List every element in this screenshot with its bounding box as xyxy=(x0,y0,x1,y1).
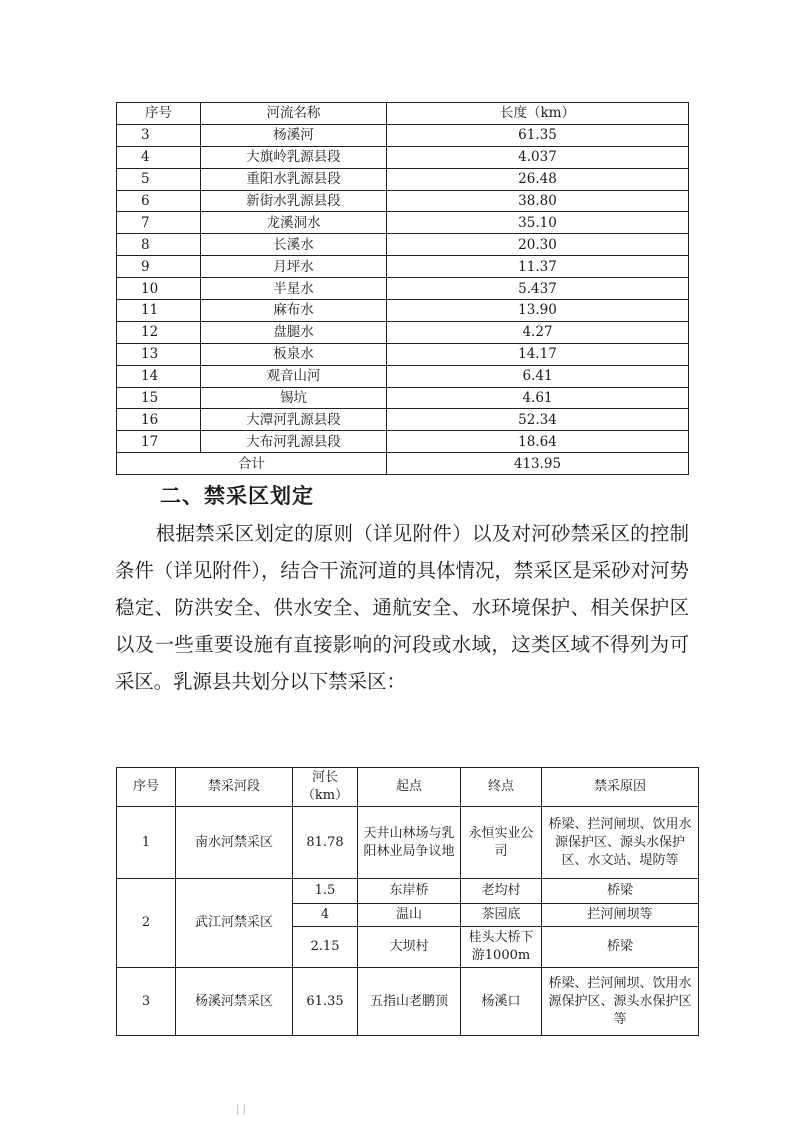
row-river-name: 盘腿水 xyxy=(201,321,387,343)
row-length: 38.80 xyxy=(387,190,689,212)
header-length-line1: 河长 xyxy=(311,770,338,785)
row-river-name: 重阳水乳源县段 xyxy=(201,168,387,190)
row-river-name: 观音山河 xyxy=(201,365,387,387)
river-length-table xyxy=(116,102,689,475)
zone-start: 五指山老鹏顶 xyxy=(358,968,461,1036)
row-num: 7 xyxy=(117,212,201,234)
zone-seq: 3 xyxy=(117,968,176,1036)
row-length: 11.37 xyxy=(387,256,689,278)
table-row xyxy=(117,212,689,234)
zone-start: 大坝村 xyxy=(358,927,461,968)
header-num: 序号 xyxy=(117,103,201,125)
zone-reason: 桥梁 xyxy=(542,927,699,968)
zone-length: 81.78 xyxy=(293,807,358,879)
header-river-name: 河流名称 xyxy=(201,103,387,125)
row-num: 10 xyxy=(117,278,201,300)
body-paragraph: 根据禁采区划定的原则（详见附件）以及对河砂禁采区的控制条件（详见附件），结合干流河道的具体情况，禁采区是采砂对河势稳定、防洪安全、供水安全、通航安全、水环境保护、相关保护区以及一些重要设施有直接影响的河段或水域，这类区域不得列为可采区。乳源县共划分以下禁采区： xyxy=(115,522,689,693)
row-river-name: 大布河乳源县段 xyxy=(201,431,387,453)
header-reason: 禁采原因 xyxy=(542,768,699,807)
zone-reason: 桥梁、拦河闸坝、饮用水源保护区、源头水保护区、水文站、堤防等 xyxy=(542,807,699,879)
table-row xyxy=(117,124,689,146)
row-river-name: 锡坑 xyxy=(201,387,387,409)
row-length: 20.30 xyxy=(387,234,689,256)
row-river-name: 杨溪河 xyxy=(201,124,387,146)
table-row xyxy=(117,190,689,212)
river-total-row xyxy=(117,453,689,475)
table-row xyxy=(117,321,689,343)
table-row xyxy=(117,365,689,387)
table-row xyxy=(117,278,689,300)
header-section: 禁采河段 xyxy=(176,768,293,807)
row-num: 12 xyxy=(117,321,201,343)
row-river-name: 新街水乳源县段 xyxy=(201,190,387,212)
table-row xyxy=(117,968,699,1036)
table-row xyxy=(117,431,689,453)
zone-end: 杨溪口 xyxy=(461,968,542,1036)
zone-end: 桂头大桥下游1000m xyxy=(461,927,542,968)
zone-reason: 桥梁、拦河闸坝、饮用水源保护区、源头水保护区等 xyxy=(542,968,699,1036)
row-length: 18.64 xyxy=(387,431,689,453)
header-end: 终点 xyxy=(461,768,542,807)
zone-seq: 2 xyxy=(117,879,176,968)
row-num: 14 xyxy=(117,365,201,387)
table-row xyxy=(117,343,689,365)
zone-length: 61.35 xyxy=(293,968,358,1036)
row-river-name: 麻布水 xyxy=(201,300,387,322)
zone-end: 老均村 xyxy=(461,879,542,904)
row-length: 14.17 xyxy=(387,343,689,365)
table-row xyxy=(117,300,689,322)
zone-section: 南水河禁采区 xyxy=(176,807,293,879)
row-num: 4 xyxy=(117,146,201,168)
row-num: 11 xyxy=(117,300,201,322)
table-row xyxy=(117,256,689,278)
row-length: 52.34 xyxy=(387,409,689,431)
zone-start: 东岸桥 xyxy=(358,879,461,904)
header-length: 长度（km） xyxy=(387,103,689,125)
total-label: 合计 xyxy=(117,453,387,475)
river-table-body xyxy=(117,124,689,452)
row-num: 3 xyxy=(117,124,201,146)
zone-length: 4 xyxy=(293,904,358,927)
zone-start: 温山 xyxy=(358,904,461,927)
row-river-name: 大旗岭乳源县段 xyxy=(201,146,387,168)
header-length-line2: （km） xyxy=(301,788,349,803)
zone-reason: 拦河闸坝等 xyxy=(542,904,699,927)
row-num: 15 xyxy=(117,387,201,409)
table-row xyxy=(117,146,689,168)
total-length: 413.95 xyxy=(387,453,689,475)
row-length: 35.10 xyxy=(387,212,689,234)
table-row xyxy=(117,234,689,256)
zone-start: 天井山林场与乳阳林业局争议地 xyxy=(358,807,461,879)
zone-end: 永恒实业公司 xyxy=(461,807,542,879)
header-start: 起点 xyxy=(358,768,461,807)
row-num: 13 xyxy=(117,343,201,365)
row-river-name: 大潭河乳源县段 xyxy=(201,409,387,431)
table-row xyxy=(117,168,689,190)
zone-seq: 1 xyxy=(117,807,176,879)
row-length: 4.037 xyxy=(387,146,689,168)
row-river-name: 半星水 xyxy=(201,278,387,300)
zone-section: 杨溪河禁采区 xyxy=(176,968,293,1036)
page-footer-mark: | | xyxy=(236,1104,246,1115)
zone-table-body xyxy=(117,807,699,1036)
row-num: 6 xyxy=(117,190,201,212)
row-river-name: 龙溪洞水 xyxy=(201,212,387,234)
row-river-name: 月坪水 xyxy=(201,256,387,278)
zone-length: 1.5 xyxy=(293,879,358,904)
header-river-length xyxy=(293,768,358,807)
row-length: 4.27 xyxy=(387,321,689,343)
table-row xyxy=(117,807,699,879)
row-length: 26.48 xyxy=(387,168,689,190)
table-row xyxy=(117,387,689,409)
table-row xyxy=(117,409,689,431)
zone-reason: 桥梁 xyxy=(542,879,699,904)
row-num: 9 xyxy=(117,256,201,278)
forbidden-zone-table xyxy=(116,767,699,1036)
row-length: 4.61 xyxy=(387,387,689,409)
row-num: 5 xyxy=(117,168,201,190)
row-length: 61.35 xyxy=(387,124,689,146)
row-length: 6.41 xyxy=(387,365,689,387)
zone-end: 茶园底 xyxy=(461,904,542,927)
row-num: 8 xyxy=(117,234,201,256)
table-row xyxy=(117,879,699,904)
river-table-header-row xyxy=(117,103,689,125)
row-river-name: 板泉水 xyxy=(201,343,387,365)
row-length: 13.90 xyxy=(387,300,689,322)
zone-table-header-row xyxy=(117,768,699,807)
row-num: 17 xyxy=(117,431,201,453)
header-seq: 序号 xyxy=(117,768,176,807)
section-heading: 二、禁采区划定 xyxy=(160,484,314,508)
row-river-name: 长溪水 xyxy=(201,234,387,256)
row-num: 16 xyxy=(117,409,201,431)
zone-length: 2.15 xyxy=(293,927,358,968)
zone-section: 武江河禁采区 xyxy=(176,879,293,968)
row-length: 5.437 xyxy=(387,278,689,300)
